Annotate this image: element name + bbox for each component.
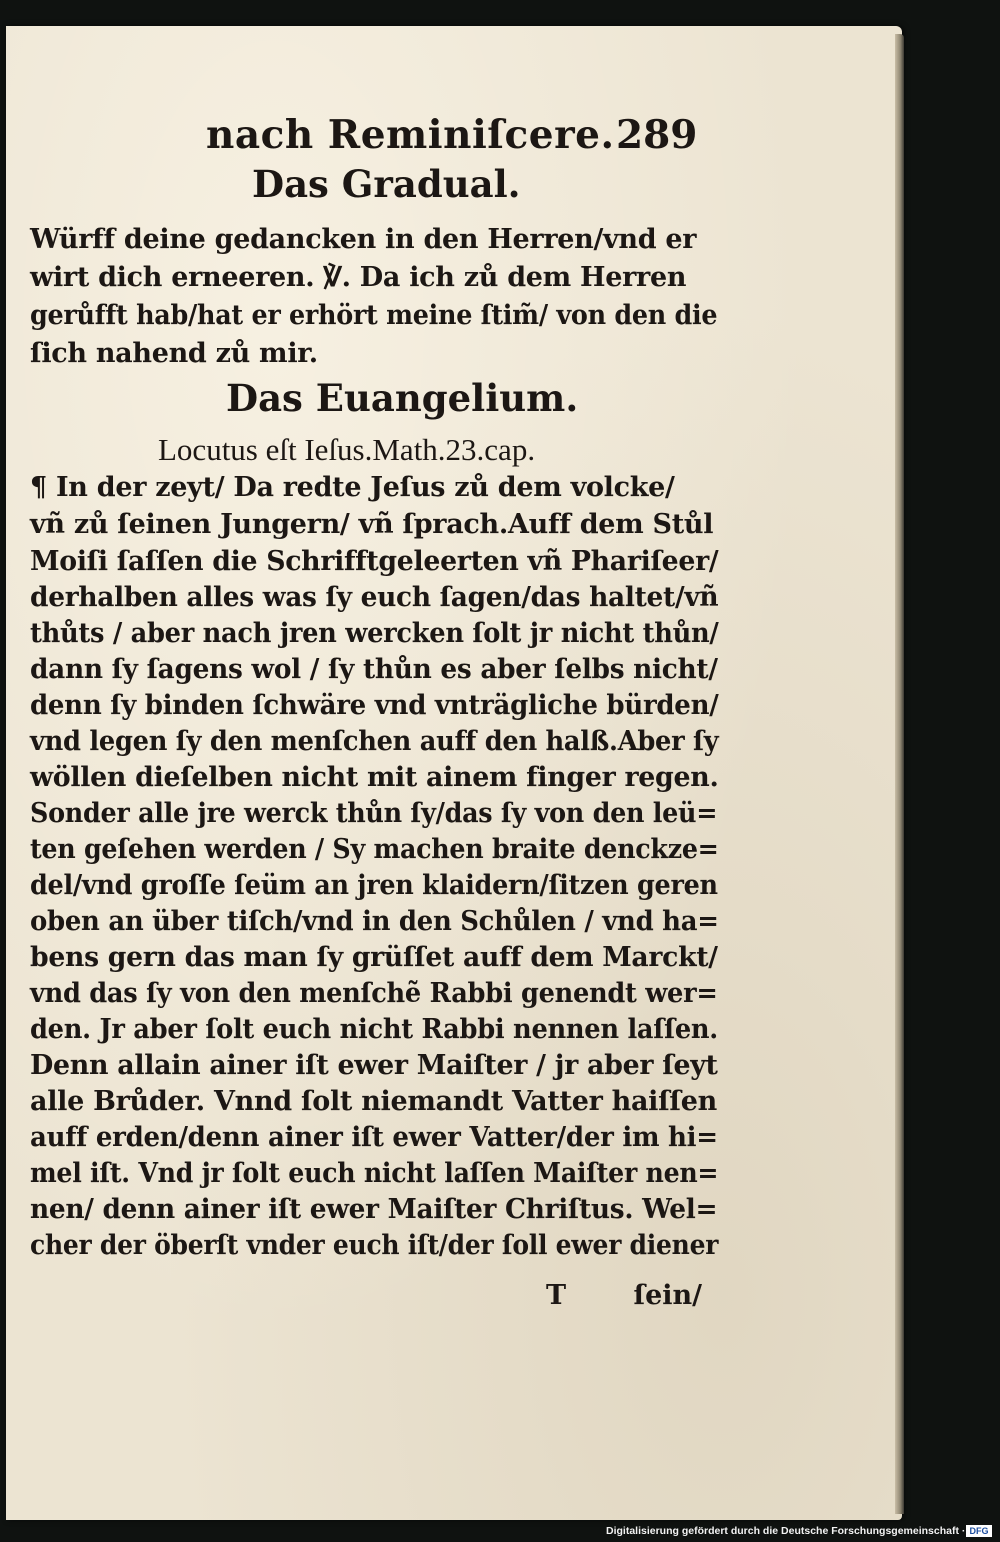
- gospel-line: denn ſy binden ſchwäre vnd vnträgliche bürden/: [30, 690, 719, 721]
- gospel-line: den. Jr aber ſolt euch nicht Rabbi nennen laſſen.: [30, 1014, 718, 1045]
- evangelium-heading: Das Euangelium.: [226, 376, 579, 420]
- gospel-line: vnd legen ſy den menſchen auff den halß.Aber ſy: [30, 726, 719, 757]
- gospel-line: ¶ In der zeyt/ Da redte Jeſus zů dem volcke/: [30, 472, 675, 503]
- catchword: ſein/: [633, 1280, 703, 1311]
- gradual-line: gerůfft hab/hat er erhört meine ſtim̃/ von den die: [30, 300, 718, 331]
- gospel-line: alle Brůder. Vnnd ſolt niemandt Vatter haiſſen: [30, 1086, 717, 1117]
- gradual-line: ſich nahend zů mir.: [30, 338, 318, 369]
- gospel-line: derhalben alles was ſy euch ſagen/das haltet/vñ: [30, 582, 719, 613]
- gospel-line: Sonder alle jre werck thůn ſy/das ſy von den leü=: [30, 798, 718, 829]
- scripture-reference: Locutus eſt Ieſus.Math.23.cap.: [158, 432, 536, 467]
- gospel-line: Denn allain ainer iſt ewer Maiſter / jr aber ſeyt: [30, 1050, 718, 1081]
- book-page: [6, 26, 902, 1520]
- gospel-line: nen/ denn ainer iſt ewer Maiſter Chriſtus. Wel=: [30, 1194, 718, 1225]
- gospel-line: cher der öberſt vnder euch iſt/der ſoll ewer diener: [30, 1230, 719, 1261]
- gospel-line: auff erden/denn ainer iſt ewer Vatter/der im hi=: [30, 1122, 718, 1153]
- gradual-heading: Das Gradual.: [252, 162, 521, 206]
- page-number: 289: [616, 112, 698, 158]
- gradual-line: wirt dich erneeren. ℣. Da ich zů dem Herren: [30, 262, 687, 293]
- gospel-line: thůts / aber nach jren wercken ſolt jr nicht thůn/: [30, 618, 719, 649]
- gospel-line: mel iſt. Vnd jr ſolt euch nicht laſſen Maiſter nen=: [30, 1158, 719, 1189]
- signature-mark: T: [546, 1280, 567, 1311]
- gospel-line: Moiſi ſaſſen die Schrifftgeleerten vñ Phariſeer/: [30, 546, 719, 577]
- gospel-line: vnd das ſy von den menſchẽ Rabbi genendt wer=: [30, 978, 718, 1009]
- gospel-line: vñ zů ſeinen Jungern/ vñ ſprach.Auff dem Stůl: [30, 509, 714, 540]
- page-text-block: [6, 26, 902, 1520]
- gospel-line: dann ſy ſagens wol / ſy thůn es aber ſelbs nicht/: [30, 654, 718, 685]
- catchword-line: [546, 1280, 702, 1311]
- digitization-credit: Digitalisierung gefördert durch die Deutsche Forschungsgemeinschaft ·: [606, 1525, 966, 1537]
- gospel-line: wöllen dieſelben nicht mit ainem finger regen.: [30, 762, 719, 793]
- gospel-line: oben an über tiſch/vnd in den Schůlen / vnd ha=: [30, 906, 719, 937]
- gradual-line: Würff deine gedancken in den Herren/vnd er: [30, 224, 697, 255]
- running-title: nach Reminiſcere.: [206, 112, 615, 158]
- gospel-line: ten geſehen werden / Sy machen braite denckze=: [30, 834, 719, 865]
- dfg-logo: DFG: [966, 1525, 992, 1537]
- page-edge: [895, 34, 904, 1514]
- gospel-line: del/vnd groſſe ſeüm an jren klaidern/ſitzen geren: [30, 870, 718, 901]
- gospel-line: bens gern das man ſy grüſſet auff dem Marckt/: [30, 942, 718, 973]
